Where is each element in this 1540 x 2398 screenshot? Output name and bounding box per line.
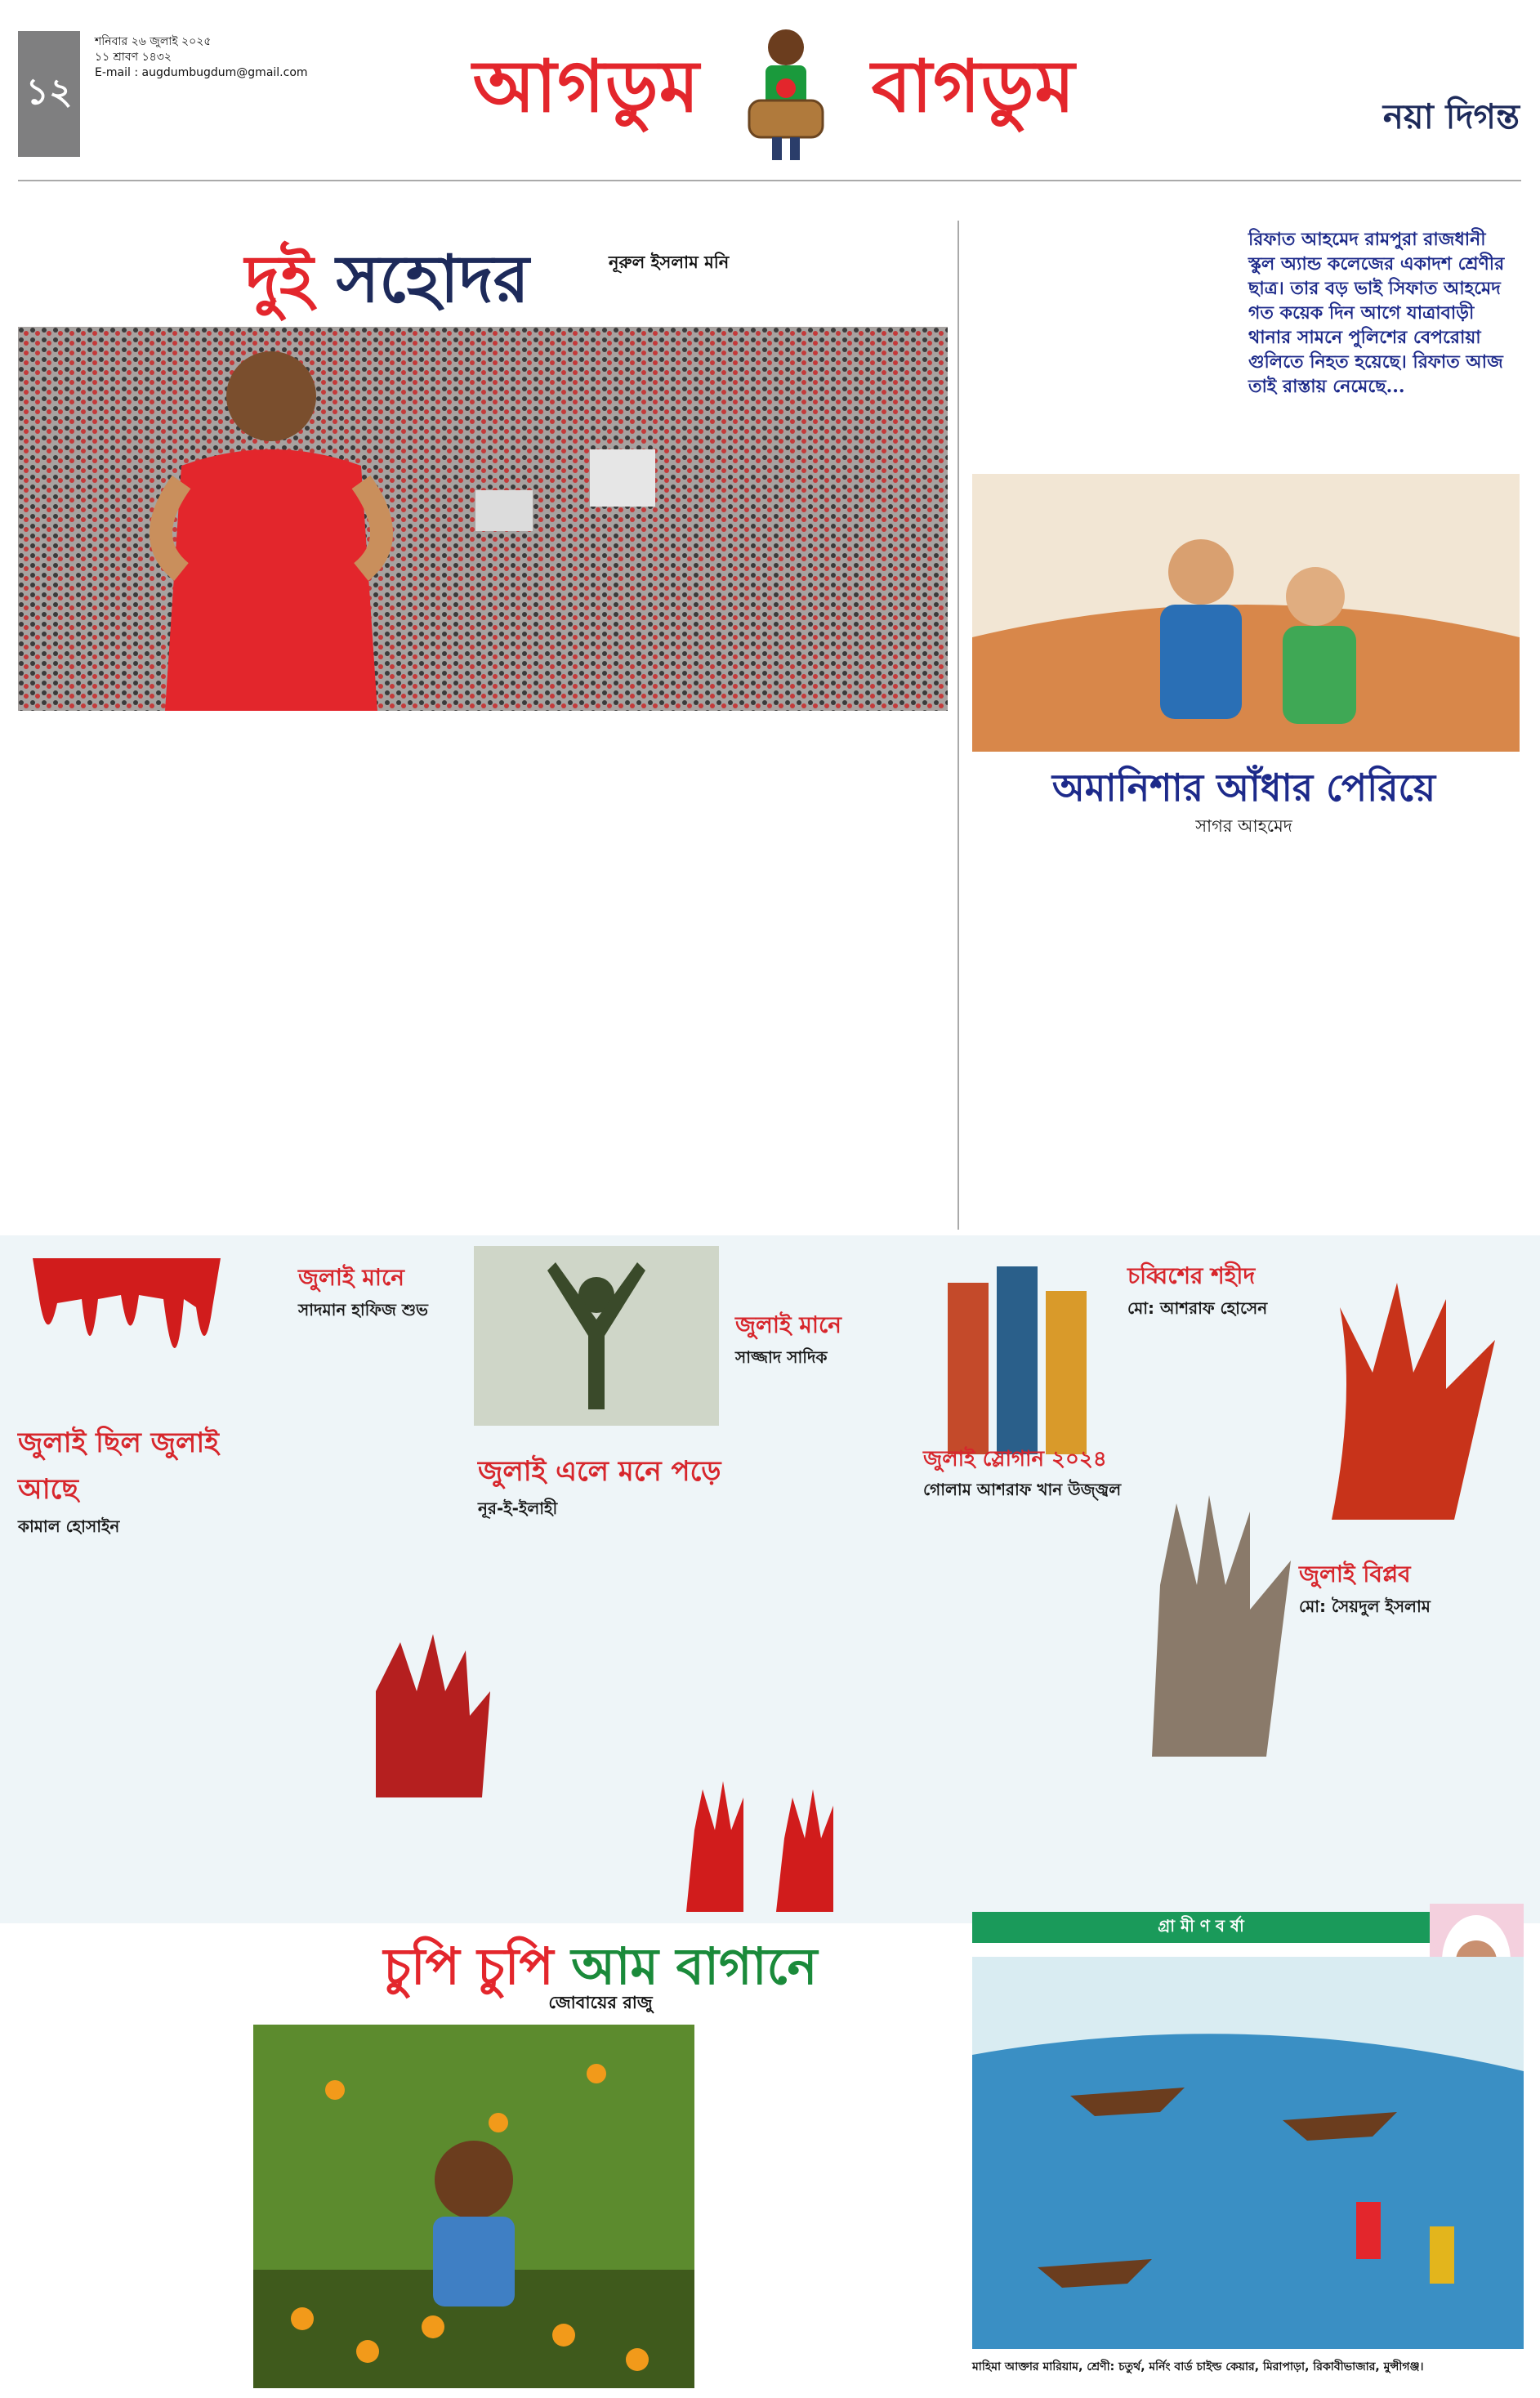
newspaper-brand: নয়া দিগন্ত [1382, 96, 1520, 136]
story3-byline: জোবায়ের রাজু [548, 1993, 653, 2012]
poem-author: মো: সৈয়দুল ইসলাম [1299, 1596, 1431, 1616]
poem-title: চব্বিশের শহীদ [1127, 1262, 1256, 1289]
date-block [95, 34, 332, 81]
story1-title-part1: দুই [245, 240, 314, 317]
story1-body [18, 719, 948, 1234]
poem-author: সাদমান হাফিজ শুভ [298, 1300, 428, 1320]
poem-card [923, 1442, 1127, 1936]
crowd-illustration [18, 327, 948, 711]
story1-title [245, 229, 529, 338]
poem-body [735, 1379, 923, 1902]
painting-caption: মাহিমা আক্তার মারিয়াম, শ্রেণী: চতুর্থ, মর্নিং বার্ড চাইল্ড কেয়ার, মিরাপাড়া, রিকাবীভাজার, মুন্সীগঞ্জ। [972, 2360, 1424, 2373]
poem-body [478, 1530, 739, 1849]
story2-pullquote: রিফাত আহমেদ রামপুরা রাজধানী স্কুল অ্যান্ড কলেজের একাদশ শ্রেণীর ছাত্র। তার বড় ভাই সিফাত আহমেদ গত কয়েক দিন আগে যাত্রাবাড়ী থানার সামনে পুলিশের বেপরোয়া গুলিতে নিহত হয়েছে। রিফাত আজ তাই রাস্তায় নেমেছে... [1248, 229, 1505, 397]
date-line-1: শনিবার ২৬ জুলাই ২০২৫ [95, 35, 212, 48]
header-rule [18, 180, 1521, 181]
date-line-2: ১১ শ্রাবণ ১৪৩২ [95, 51, 172, 64]
masthead [392, 20, 1156, 163]
email-line: E-mail : augdumbugdum@gmail.com [95, 66, 308, 79]
story2-intro [968, 229, 1238, 482]
story2-body [968, 842, 1520, 1226]
painting-section-label: গ্রা মী ণ ব র্ষা [972, 1912, 1430, 1943]
column-divider [957, 221, 959, 1230]
poem-body [1127, 1330, 1315, 1543]
poem-card [298, 1260, 478, 1659]
story3-body-col2 [703, 1928, 948, 2390]
poem-card [1127, 1258, 1315, 1543]
story3-title-part2: আম বাগানে [571, 1936, 818, 1996]
poem-card [735, 1307, 923, 1902]
poem-title: জুলাই এলে মনে পড়ে [478, 1455, 721, 1488]
poem-title: জুলাই মানে [298, 1264, 404, 1291]
story2-title: অমানিশার আঁধার পেরিয়ে [1051, 766, 1436, 810]
flame-hand-art [1307, 1275, 1528, 1528]
poem-body [923, 1512, 1127, 1936]
story2-byline: সাগর আহমেদ [1195, 816, 1292, 836]
story3-body-col1 [18, 1935, 247, 2388]
poem-author: সাজ্জাদ সাদিক [735, 1347, 828, 1367]
page-number: ১২ [18, 31, 80, 157]
poem-body [1299, 1628, 1520, 1922]
poem-author: গোলাম আশরাফ খান উজ্জ্বল [923, 1480, 1122, 1499]
rural-monsoon-painting [972, 1957, 1524, 2349]
protest-silhouette-art [474, 1246, 719, 1426]
poem-title: জুলাই ছিল জুলাই আছে [18, 1427, 219, 1506]
poem-title: জুলাই মানে [735, 1311, 841, 1338]
mango-garden-illustration [253, 2025, 694, 2388]
poem-author: কামাল হোসাইন [18, 1516, 120, 1536]
story1-title-part2: সহোদর [336, 240, 529, 317]
poem-author: মো: আশরাফ হোসেন [1127, 1298, 1268, 1318]
poem-card [478, 1450, 739, 1849]
poem-title: জুলাই স্লোগান ২০২৪ [923, 1447, 1107, 1471]
poem-author: নূর-ই-ইলাহী [478, 1498, 558, 1518]
poem-card [1299, 1556, 1520, 1922]
story2-illustration [972, 474, 1520, 752]
story1-byline: নূরুল ইসলাম মনি [609, 252, 730, 272]
poem-title: জুলাই বিপ্লব [1299, 1561, 1411, 1588]
poem-body [298, 1332, 478, 1659]
drummer-boy-illustration [708, 23, 864, 162]
masthead-left: আগডুম [472, 43, 700, 128]
masthead-right: বাগডুম [871, 43, 1076, 128]
blood-drip-art [25, 1250, 229, 1413]
poem-body [18, 1548, 288, 1989]
poem-card [18, 1422, 288, 1989]
raised-fists-art [931, 1250, 1103, 1471]
story3-title-part1: চুপি চুপি [383, 1936, 554, 1996]
